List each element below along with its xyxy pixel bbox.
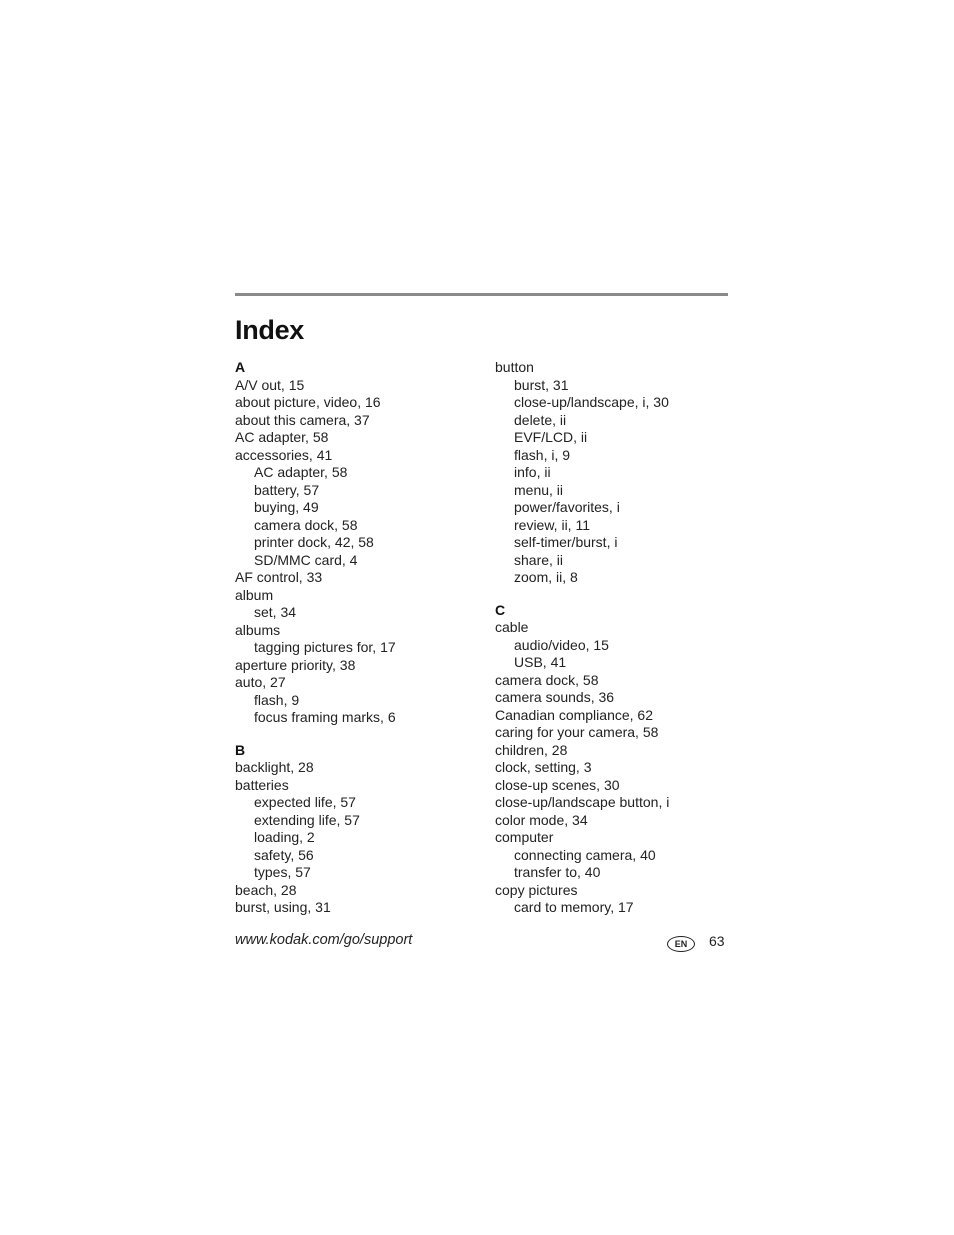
- index-section-letter: A: [235, 359, 246, 375]
- index-subentry: tagging pictures for, 17: [254, 639, 396, 655]
- index-subentry: set, 34: [254, 604, 297, 620]
- index-subentry: close-up/landscape, i, 30: [514, 394, 669, 410]
- index-column-right: [495, 359, 735, 917]
- page-number: 63: [709, 933, 725, 949]
- index-subentry: types, 57: [254, 864, 311, 880]
- index-subentry: safety, 56: [254, 846, 314, 863]
- index-entry: cable: [495, 619, 529, 635]
- index-subentry: info, ii: [514, 464, 551, 480]
- index-subentry: EVF/LCD, ii: [514, 429, 588, 445]
- index-entry: button: [495, 359, 534, 375]
- section-gap: [495, 587, 735, 602]
- index-subentry: USB, 41: [514, 654, 567, 670]
- index-entry: auto, 27: [235, 674, 286, 690]
- index-entry: computer: [495, 829, 554, 845]
- index-entry: AC adapter, 58: [235, 429, 329, 445]
- index-subentry: menu, ii: [514, 481, 564, 498]
- index-subentry: buying, 49: [254, 499, 319, 515]
- index-subentry: flash, 9: [254, 691, 300, 708]
- index-entry: A/V out, 15: [235, 376, 305, 393]
- index-subentry: audio/video, 15: [514, 636, 609, 653]
- index-entry: copy pictures: [495, 881, 578, 898]
- index-entry: close-up scenes, 30: [495, 776, 620, 793]
- index-subentry: extending life, 57: [254, 811, 360, 828]
- title-rule: [235, 293, 728, 296]
- index-section-letter: B: [235, 741, 246, 758]
- index-subentry: self-timer/burst, i: [514, 534, 618, 550]
- index-entry: backlight, 28: [235, 759, 314, 775]
- index-entry: AF control, 33: [235, 569, 323, 585]
- index-subentry: card to memory, 17: [514, 899, 634, 915]
- index-subentry: focus framing marks, 6: [254, 709, 396, 725]
- index-subentry: share, ii: [514, 551, 564, 568]
- page-title: Index: [235, 315, 305, 345]
- index-entry: burst, using, 31: [235, 899, 331, 915]
- index-subentry: printer dock, 42, 58: [254, 534, 374, 550]
- index-subentry: SD/MMC card, 4: [254, 551, 358, 568]
- index-entry: clock, setting, 3: [495, 759, 592, 775]
- language-badge: EN: [667, 936, 695, 952]
- index-subentry: connecting camera, 40: [514, 846, 656, 863]
- section-gap: [235, 727, 485, 742]
- index-subentry: camera dock, 58: [254, 516, 358, 533]
- index-subentry: transfer to, 40: [514, 864, 601, 880]
- index-entry: color mode, 34: [495, 811, 588, 828]
- index-subentry: power/favorites, i: [514, 499, 620, 515]
- index-entry: aperture priority, 38: [235, 656, 356, 673]
- index-entry: beach, 28: [235, 881, 297, 898]
- index-entry: children, 28: [495, 741, 568, 758]
- index-subentry: flash, i, 9: [514, 446, 571, 463]
- index-subentry: review, ii, 11: [514, 516, 590, 533]
- footer-support-url[interactable]: www.kodak.com/go/support: [235, 932, 413, 948]
- index-subentry: expected life, 57: [254, 794, 356, 810]
- index-subentry: battery, 57: [254, 481, 320, 498]
- index-entry: about this camera, 37: [235, 411, 370, 428]
- index-entry: camera sounds, 36: [495, 689, 615, 705]
- index-section-letter: C: [495, 601, 506, 618]
- index-subentry: AC adapter, 58: [254, 464, 348, 480]
- index-entry: about picture, video, 16: [235, 394, 381, 410]
- index-subentry: burst, 31: [514, 376, 569, 393]
- index-entry: camera dock, 58: [495, 671, 599, 688]
- index-entry: accessories, 41: [235, 446, 333, 463]
- index-entry: Canadian compliance, 62: [495, 706, 653, 723]
- index-subentry: delete, ii: [514, 411, 567, 428]
- index-subentry: zoom, ii, 8: [514, 569, 578, 585]
- index-entry: albums: [235, 621, 281, 638]
- index-entry: caring for your camera, 58: [495, 724, 659, 740]
- index-entry: album: [235, 586, 274, 603]
- index-column-left: [235, 359, 485, 917]
- index-entry: batteries: [235, 776, 289, 793]
- index-subentry: loading, 2: [254, 829, 315, 845]
- index-entry: close-up/landscape button, i: [495, 794, 670, 810]
